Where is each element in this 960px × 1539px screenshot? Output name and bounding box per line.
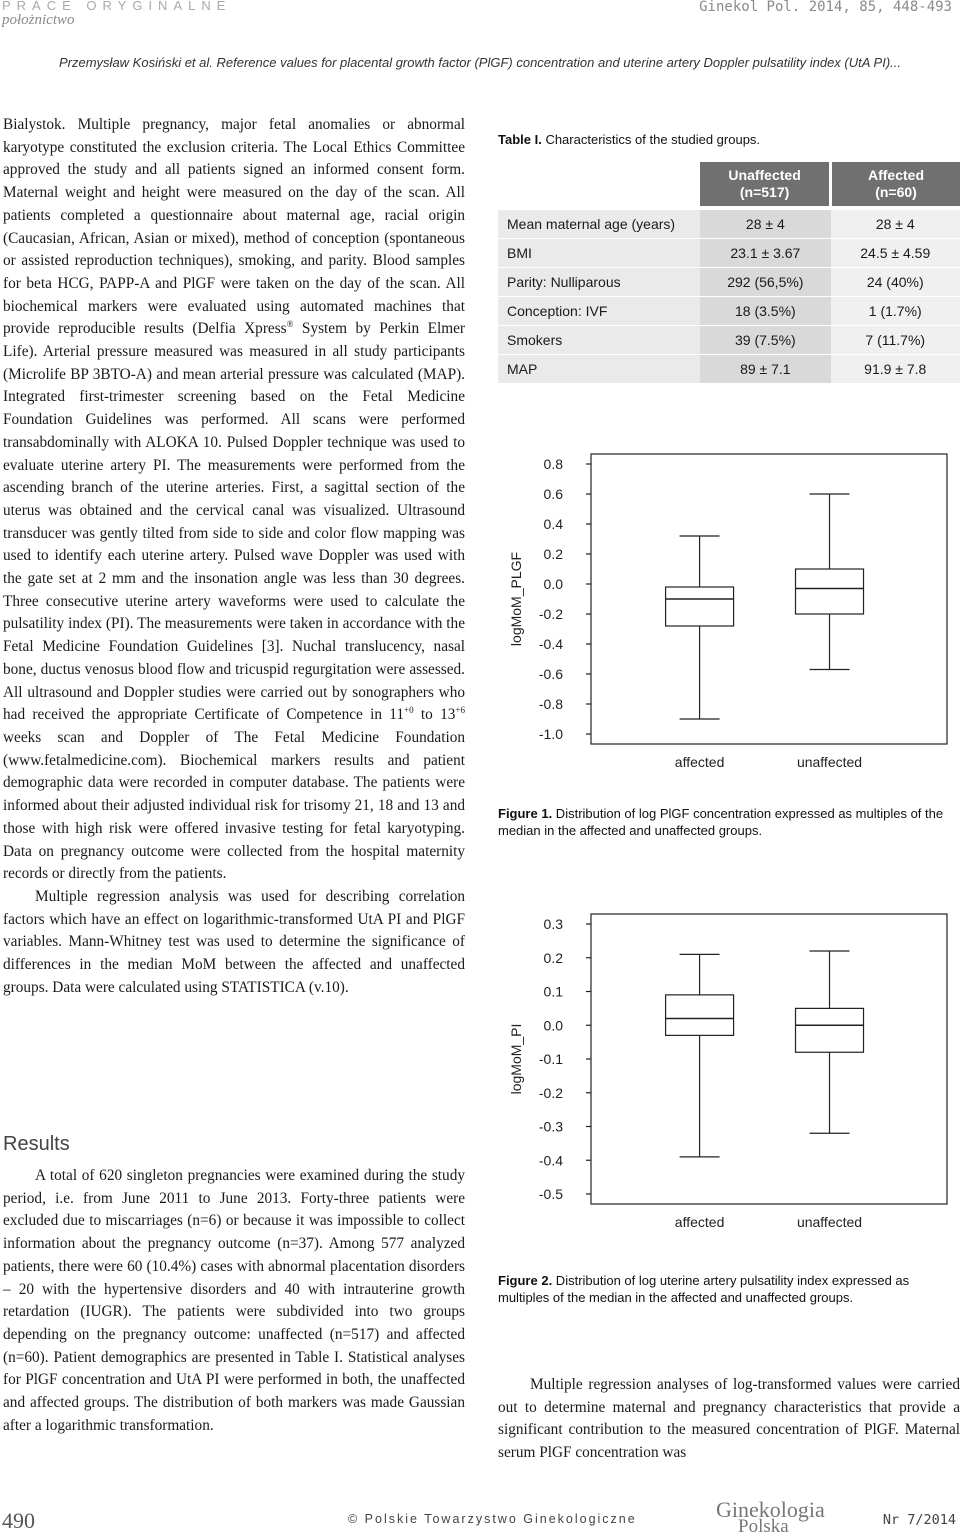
paragraph: A total of 620 singleton pregnancies were examined during the study period, i.e. from June 2011 to June 2013. Forty-three patients were excluded due to miscarriages (n=6) or because it was impossible to collect information about the pregnancy outcome (n=37). Among 577 analyzed patients, there were 60 (10.4%) cases with abnormal placentation disorders – 20 with the hypertensive disorders and 40 with intrauterine growth retardation (IUGR). The patients were subdivided into two groups depending on the pregnancy outcome: unaffected (n=517) and affected (n=60). Patient demographics are presented in Table I. Statistical analyses for PlGF concentration and UtA PI were performed in both, the unaffected and affected groups. The distribution of both markers was made Gaussian after a logarithmic transformation.: [3, 1167, 465, 1434]
iqr-box: [666, 587, 734, 626]
iqr-box: [796, 1008, 864, 1052]
box-affected: [666, 954, 734, 1157]
left-column-text: [3, 114, 465, 999]
paragraph: Multiple regression analysis was used for describing correlation factors which have an effect on logarithmic-transformed UtA PI and PlGF variables. Mann-Whitney test was used to determine the significance of differences in the median MoM between the affected and unaffected groups. Data were calculated using STATISTICA (v.10).: [3, 887, 465, 996]
column-header-unaffected: Unaffected (n=517): [700, 162, 830, 206]
iqr-box: [796, 569, 864, 614]
figure2-boxplot: [498, 900, 960, 1240]
x-category-label: unaffected: [796, 1214, 863, 1230]
x-category-label: affected: [674, 1214, 725, 1230]
y-tick-label: -0.1: [538, 1051, 563, 1067]
y-tick-label: -0.4: [538, 636, 563, 652]
results-text: [3, 1165, 465, 1437]
x-category-label: unaffected: [796, 754, 863, 770]
y-tick-label: -0.6: [538, 666, 563, 682]
iqr-box: [666, 995, 734, 1036]
journal-logo-line1: Ginekologia: [716, 1497, 825, 1522]
figure1-caption: Figure 1. Distribution of log PlGF concentration expressed as multiples of the median in the affected and unaffected groups.: [498, 806, 944, 838]
table-row: MAP 89 ± 7.1 91.9 ± 7.8: [498, 355, 960, 384]
section-label: PRACE ORYGINALNE: [2, 0, 232, 13]
figure1-boxplot: [498, 440, 960, 780]
page-number: 490: [2, 1508, 35, 1533]
plot-frame: [591, 454, 947, 744]
running-head: Przemysław Kosiński et al. Reference values for placental growth factor (PlGF) concentration and uterine artery Doppler pulsatility index (UtA PI)...: [59, 55, 901, 70]
y-tick-label: 0.0: [543, 576, 563, 592]
y-tick-label: 0.2: [543, 546, 563, 562]
table-caption: Table I. Characteristics of the studied groups.: [498, 132, 761, 147]
y-tick-label: 0.8: [543, 456, 563, 472]
y-tick-label: -0.4: [538, 1152, 563, 1169]
plot-frame: [591, 914, 947, 1204]
box-unaffected: [796, 494, 864, 670]
figure2-caption: Figure 2. Distribution of log uterine artery pulsatility index expressed as multiples of the median in the affected and unaffected groups.: [498, 1273, 910, 1305]
y-tick-label: -0.3: [538, 1118, 563, 1135]
subsection-label: położnictwo: [2, 12, 75, 28]
issue-number: Nr 7/2014: [882, 1512, 956, 1528]
box-affected: [666, 536, 734, 719]
y-tick-label: -0.8: [538, 696, 563, 712]
right-column-text: [498, 1374, 960, 1465]
column-header-affected: Affected (n=60): [831, 162, 960, 206]
y-tick-label: -0.2: [538, 606, 563, 622]
y-tick-label: 0.1: [543, 983, 563, 1000]
results-heading: Results: [3, 1133, 70, 1155]
y-tick-label: -1.0: [538, 726, 563, 742]
journal-logo-line2: Polska: [738, 1516, 789, 1537]
y-axis-label: logMoM_PLGF: [508, 551, 524, 647]
table-row: Parity: Nulliparous 292 (56,5%) 24 (40%): [498, 268, 960, 297]
y-tick-label: 0.0: [543, 1017, 563, 1034]
y-tick-label: 0.4: [543, 516, 563, 532]
table-row: Smokers 39 (7.5%) 7 (11.7%): [498, 326, 960, 355]
journal-citation: Ginekol Pol. 2014, 85, 448-493: [699, 0, 952, 15]
table-row: Mean maternal age (years) 28 ± 4 28 ± 4: [498, 210, 960, 239]
paragraph: Bialystok. Multiple pregnancy, major fetal anomalies or abnormal karyotype constituted the exclusion criteria. The Local Ethics Committee approved the study and all patients signed an informed consent form. Maternal weight and height were measured on the day of the scan. All patients completed a questionnaire about maternal age, racial origin (Caucasian, African, Asian or mixed), method of conception (spontaneous or assisted reproduction techniques), smoking, and parity. Blood samples for beta HCG, PAPP-A and PlGF were taken on the day of the scan. All biochemical markers were evaluated using automated machines that provide reproducible results (Delfia Xpress® System by Perkin Elmer Life). Arterial pressure measured was measured in all study participants (Microlife BP 3BTO-A) and mean arterial pressure was calculated (MAP). Integrated first-trimester screening based on the Fetal Medicine Foundation Guidelines was performed. All scans were performed transabdominally with ALOKA 10. Pulsed Doppler technique was used to evaluate uterine artery PI. The measurements were performed from the ascending branch of the uterine arteries. First, a sagittal section of the uterus was obtained and the cervical canal was visualized. Ultrasound transducer was gently tilted from side to side and color flow mapping was used to identify each uterine artery. Pulsed wave Doppler was used with the gate set at 2 mm and the insonation angle was less than 30 degrees. Three consecutive uterine artery waveforms were used to calculate the pulsatility index (PI). The measurements were taken in accordance with the Fetal Medicine Foundation Guidelines [3]. Nuchal translucency, nasal bone, ductus venosus blood flow and tricuspid regurgitation were assessed. All ultrasound and Doppler studies were carried out by sonographers who had received the appropriate Certificate of Competence in $11^{+0}$ to $13^{+6}$ weeks scan and Doppler of The Fetal Medicine Foundation (www.fetalmedicine.com). Biochemical markers results and patient demographic data were recorded in computer database. The patients were informed about their adjusted individual risk for trisomy 21, 18 and 13 and those with high risk were offered invasive testing for fetal karyotyping. Data on pregnancy outcome were collected from the hospital maternity records or directly from the patients.: [3, 116, 465, 883]
y-tick-label: 0.3: [543, 916, 563, 932]
box-unaffected: [796, 951, 864, 1133]
y-tick-label: -0.2: [538, 1084, 563, 1101]
table-row: Conception: IVF 18 (3.5%) 1 (1.7%): [498, 297, 960, 326]
society-credit: © Polskie Towarzystwo Ginekologiczne: [348, 1512, 637, 1526]
y-tick-label: 0.2: [543, 949, 563, 966]
y-tick-label: -0.5: [538, 1186, 563, 1202]
x-category-label: affected: [674, 754, 725, 770]
table-row: BMI 23.1 ± 3.67 24.5 ± 4.59: [498, 239, 960, 268]
characteristics-table: [498, 162, 960, 384]
paragraph: Multiple regression analyses of log-transformed values were carried out to determine maternal and pregnancy characteristics that provide a significant contribution to the measured concentration of PlGF. Maternal serum PlGF concentration was: [498, 1376, 960, 1462]
y-axis-label: logMoM_PI: [508, 1023, 524, 1095]
y-tick-label: 0.6: [543, 486, 563, 502]
